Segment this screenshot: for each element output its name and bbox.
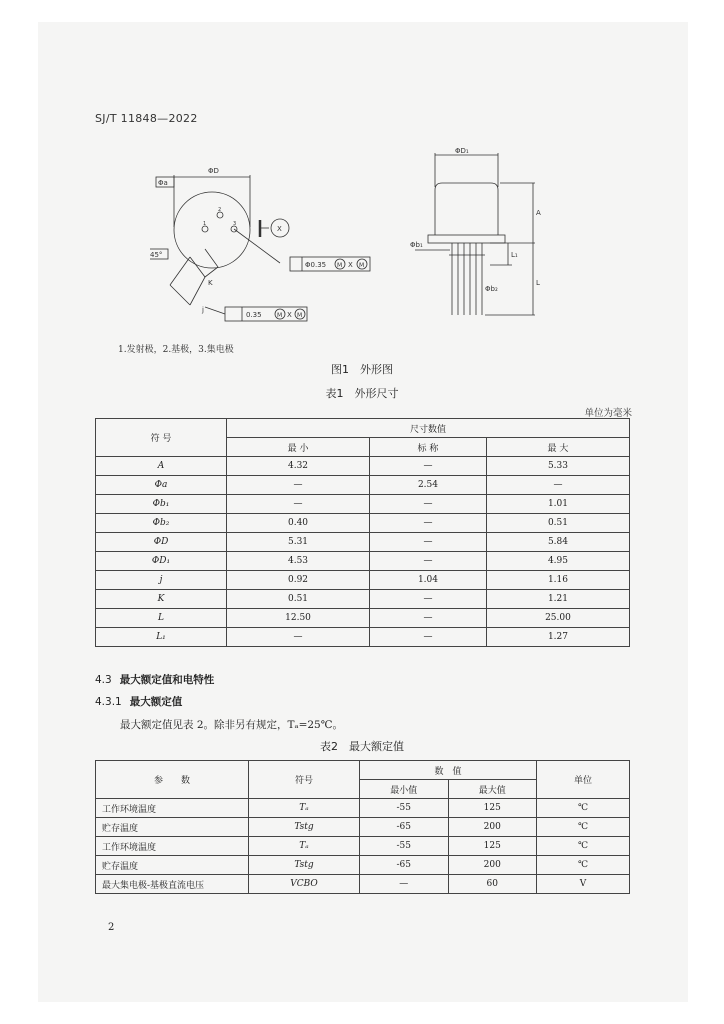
label-L1: L₁ bbox=[511, 251, 518, 259]
cell-param: 工作环境温度 bbox=[96, 799, 249, 818]
header-param: 参 数 bbox=[96, 761, 249, 799]
cell-nom: — bbox=[370, 590, 487, 609]
table-row bbox=[96, 533, 630, 552]
cell-min: — bbox=[227, 628, 370, 647]
header-symbol: 符号 bbox=[249, 761, 360, 799]
cell-sym: Φa bbox=[96, 476, 227, 495]
table-row bbox=[96, 875, 630, 894]
section-title: 最大额定值 bbox=[129, 696, 183, 708]
cell-sym: L bbox=[96, 609, 227, 628]
cell-nom: 1.04 bbox=[370, 571, 487, 590]
header-max: 最大值 bbox=[448, 780, 537, 799]
cell-param: 贮存温度 bbox=[96, 856, 249, 875]
section-4-3-1 bbox=[95, 694, 182, 709]
cell-sym: K bbox=[96, 590, 227, 609]
table-row bbox=[96, 856, 630, 875]
cell-min: 4.32 bbox=[227, 457, 370, 476]
table-row bbox=[96, 552, 630, 571]
header-value: 数 值 bbox=[360, 761, 537, 780]
cell-sym: A bbox=[96, 457, 227, 476]
cell-param: 最大集电极-基极直流电压 bbox=[96, 875, 249, 894]
cell-min: — bbox=[360, 875, 449, 894]
outline-drawing bbox=[150, 145, 560, 335]
label-A: A bbox=[536, 209, 541, 217]
cell-unit: ℃ bbox=[537, 818, 630, 837]
cell-max: 125 bbox=[448, 837, 537, 856]
header-min: 最小值 bbox=[360, 780, 449, 799]
table-row bbox=[96, 818, 630, 837]
table-row bbox=[96, 457, 630, 476]
label-K: K bbox=[208, 279, 213, 287]
section-title: 最大额定值和电特性 bbox=[119, 674, 215, 686]
cell-sym: ΦD₁ bbox=[96, 552, 227, 571]
cell-nom: — bbox=[370, 609, 487, 628]
dimensions-table bbox=[95, 418, 630, 647]
pin-legend: 1.发射极，2.基极，3.集电极 bbox=[118, 345, 234, 355]
cell-max: 25.00 bbox=[486, 609, 629, 628]
cell-unit: ℃ bbox=[537, 837, 630, 856]
header-min: 最 小 bbox=[227, 438, 370, 457]
section-number: 4.3 bbox=[95, 674, 112, 686]
cell-min: — bbox=[227, 495, 370, 514]
cell-min: -65 bbox=[360, 856, 449, 875]
page-number: 2 bbox=[108, 922, 115, 933]
cell-sym: ΦD bbox=[96, 533, 227, 552]
cell-min: — bbox=[227, 476, 370, 495]
table-row bbox=[96, 799, 630, 818]
cell-min: 4.53 bbox=[227, 552, 370, 571]
cell-nom: — bbox=[370, 495, 487, 514]
tol-M2: M bbox=[359, 262, 365, 269]
table-row bbox=[96, 571, 630, 590]
cell-min: -55 bbox=[360, 837, 449, 856]
cell-sym: Tstg bbox=[249, 818, 360, 837]
cell-min: 5.31 bbox=[227, 533, 370, 552]
label-phia: Φa bbox=[158, 179, 168, 187]
cell-min: 12.50 bbox=[227, 609, 370, 628]
header-symbol: 符 号 bbox=[96, 419, 227, 457]
cell-min: 0.92 bbox=[227, 571, 370, 590]
cell-nom: — bbox=[370, 457, 487, 476]
cell-sym: Tstg bbox=[249, 856, 360, 875]
label-phib2: Φb₂ bbox=[485, 285, 498, 293]
table-row bbox=[96, 590, 630, 609]
cell-nom: — bbox=[370, 552, 487, 571]
top-view bbox=[150, 175, 370, 321]
datum-X-label: X bbox=[277, 225, 282, 233]
cell-param: 贮存温度 bbox=[96, 818, 249, 837]
cell-max: 0.51 bbox=[486, 514, 629, 533]
figure-caption: 图1 外形图 bbox=[331, 363, 393, 376]
header-max: 最 大 bbox=[486, 438, 629, 457]
tol-M3: M bbox=[277, 312, 283, 319]
position-tolerance: Φ0.35 bbox=[305, 261, 327, 269]
cell-max: 5.84 bbox=[486, 533, 629, 552]
cell-nom: — bbox=[370, 514, 487, 533]
table-row bbox=[96, 476, 630, 495]
cell-min: 0.40 bbox=[227, 514, 370, 533]
cell-min: -65 bbox=[360, 818, 449, 837]
pin-label-2: 2 bbox=[218, 207, 222, 213]
tol-X: X bbox=[348, 261, 353, 269]
label-j: j bbox=[202, 306, 204, 314]
standard-number: SJ/T 11848—2022 bbox=[95, 112, 198, 125]
cell-unit: ℃ bbox=[537, 799, 630, 818]
label-phiD1: ΦD₁ bbox=[455, 147, 469, 155]
tol-M4: M bbox=[297, 312, 303, 319]
cell-param: 工作环境温度 bbox=[96, 837, 249, 856]
cell-max: 5.33 bbox=[486, 457, 629, 476]
cell-min: -55 bbox=[360, 799, 449, 818]
pin-label-1: 1 bbox=[203, 221, 207, 227]
cell-min: 0.51 bbox=[227, 590, 370, 609]
flat-tolerance: 0.35 bbox=[246, 311, 262, 319]
cell-max: 1.21 bbox=[486, 590, 629, 609]
cell-sym: j bbox=[96, 571, 227, 590]
unit-note: 单位为毫米 bbox=[584, 408, 632, 419]
header-unit: 单位 bbox=[537, 761, 630, 799]
cell-max: 4.95 bbox=[486, 552, 629, 571]
cell-nom: — bbox=[370, 533, 487, 552]
cell-nom: — bbox=[370, 628, 487, 647]
table-row bbox=[96, 628, 630, 647]
tol-X2: X bbox=[287, 311, 292, 319]
cell-max: 60 bbox=[448, 875, 537, 894]
table1-caption: 表1 外形尺寸 bbox=[325, 387, 399, 400]
side-view bbox=[415, 153, 535, 315]
paragraph: 最大额定值见表 2。除非另有规定，Tₐ=25℃。 bbox=[120, 719, 343, 731]
cell-max: 1.16 bbox=[486, 571, 629, 590]
header-nom: 标 称 bbox=[370, 438, 487, 457]
table-row bbox=[96, 514, 630, 533]
pin-label-3: 3 bbox=[233, 221, 237, 227]
ratings-table bbox=[95, 760, 630, 894]
cell-max: — bbox=[486, 476, 629, 495]
label-phiD: ΦD bbox=[208, 167, 219, 175]
cell-sym: Φb₂ bbox=[96, 514, 227, 533]
cell-unit: V bbox=[537, 875, 630, 894]
cell-sym: Tₐ bbox=[249, 837, 360, 856]
section-4-3 bbox=[95, 672, 214, 687]
header-group: 尺寸数值 bbox=[227, 419, 630, 438]
tol-M1: M bbox=[337, 262, 343, 269]
section-number: 4.3.1 bbox=[95, 696, 122, 708]
cell-sym: Tₐ bbox=[249, 799, 360, 818]
cell-max: 1.27 bbox=[486, 628, 629, 647]
cell-nom: 2.54 bbox=[370, 476, 487, 495]
table-row bbox=[96, 609, 630, 628]
table2-caption: 表2 最大额定值 bbox=[320, 740, 404, 753]
cell-sym: VCBO bbox=[249, 875, 360, 894]
table-row bbox=[96, 837, 630, 856]
cell-max: 1.01 bbox=[486, 495, 629, 514]
label-phib1: Φb₁ bbox=[410, 241, 423, 249]
cell-max: 200 bbox=[448, 818, 537, 837]
cell-max: 125 bbox=[448, 799, 537, 818]
label-45deg: 45° bbox=[150, 251, 163, 259]
cell-unit: ℃ bbox=[537, 856, 630, 875]
cell-sym: L₁ bbox=[96, 628, 227, 647]
cell-max: 200 bbox=[448, 856, 537, 875]
label-L: L bbox=[536, 279, 540, 287]
cell-sym: Φb₁ bbox=[96, 495, 227, 514]
table-row bbox=[96, 495, 630, 514]
